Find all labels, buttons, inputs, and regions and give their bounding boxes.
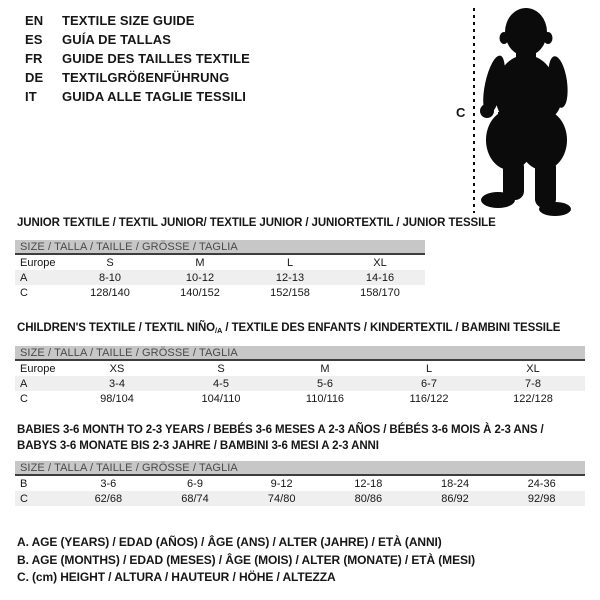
column-header: S bbox=[217, 362, 225, 375]
cell: 6-7 bbox=[421, 377, 437, 390]
cell: 18-24 bbox=[440, 477, 470, 490]
heading-text: CHILDREN'S TEXTILE / TEXTIL NIÑO bbox=[17, 322, 216, 334]
cell: 7-8 bbox=[525, 377, 541, 390]
table-row-age bbox=[15, 376, 585, 391]
language-row-en bbox=[25, 11, 250, 30]
cell: 74/80 bbox=[267, 492, 296, 505]
language-title: GUIDA ALLE TAGLIE TESSILI bbox=[62, 89, 247, 104]
cell: 10-12 bbox=[185, 271, 215, 284]
language-code: ES bbox=[25, 32, 43, 47]
cell: 14-16 bbox=[365, 271, 395, 284]
cell: 4-5 bbox=[213, 377, 229, 390]
row-label: C bbox=[20, 286, 28, 299]
language-code: EN bbox=[25, 13, 44, 28]
baby-body bbox=[479, 8, 571, 216]
cell: 6-9 bbox=[187, 477, 203, 490]
cell: 158/170 bbox=[360, 286, 400, 299]
language-title: TEXTILE SIZE GUIDE bbox=[62, 13, 195, 28]
cell: 24-36 bbox=[527, 477, 556, 490]
row-label: B bbox=[20, 477, 28, 490]
language-title: TEXTILGRÖßENFÜHRUNG bbox=[62, 70, 230, 85]
cell: 3-4 bbox=[109, 377, 125, 390]
junior-size-table bbox=[15, 240, 425, 300]
heading-subscript: /A bbox=[215, 325, 223, 335]
column-header: M bbox=[320, 362, 330, 375]
table-row-height bbox=[15, 391, 585, 406]
children-section-heading bbox=[17, 322, 560, 335]
baby-figure bbox=[450, 0, 600, 220]
language-row-es bbox=[25, 30, 250, 49]
cell: 12-18 bbox=[354, 477, 383, 490]
cell: 128/140 bbox=[90, 286, 130, 299]
junior-section-heading: JUNIOR TEXTILE / TEXTIL JUNIOR/ TEXTILE JUNIOR / JUNIORTEXTIL / JUNIOR TESSILE bbox=[17, 217, 496, 229]
table-row-height bbox=[15, 285, 425, 300]
language-code: FR bbox=[25, 51, 43, 66]
cell: 104/110 bbox=[201, 392, 241, 405]
cell: 86/92 bbox=[441, 492, 469, 505]
language-title: GUIDE DES TAILLES TEXTILE bbox=[62, 51, 250, 66]
table-header-row bbox=[15, 361, 585, 376]
babies-section-heading-line1: BABIES 3-6 MONTH TO 2-3 YEARS / BEBÉS 3-6 MESES A 2-3 AÑOS / BÉBÉS 3-6 MOIS À 2-3 ANS / bbox=[17, 424, 544, 436]
cell: 12-13 bbox=[275, 271, 305, 284]
language-title: GUÍA DE TALLAS bbox=[62, 32, 172, 47]
cell: 8-10 bbox=[98, 271, 122, 284]
language-code: IT bbox=[25, 89, 37, 104]
cell: 140/152 bbox=[180, 286, 220, 299]
heading-text: / TEXTILE DES ENFANTS / KINDERTEXTIL / BAMBINI TESSILE bbox=[222, 322, 561, 334]
children-size-table bbox=[15, 346, 585, 406]
babies-size-table bbox=[15, 461, 585, 506]
cell: 110/116 bbox=[305, 392, 345, 405]
cell: 9-12 bbox=[270, 477, 293, 490]
column-header: L bbox=[286, 256, 294, 269]
region-label: Europe bbox=[20, 362, 56, 375]
language-row-it bbox=[25, 87, 250, 106]
column-header: XS bbox=[109, 362, 125, 375]
cell: 122/128 bbox=[513, 392, 553, 405]
note-height-cm: C. (cm) HEIGHT / ALTURA / HAUTEUR / HÖHE / ALTEZZA bbox=[17, 570, 336, 584]
cell: 62/68 bbox=[94, 492, 123, 505]
region-label: Europe bbox=[20, 256, 56, 269]
column-header: M bbox=[195, 256, 205, 269]
size-bar: SIZE / TALLA / TAILLE / GRÖSSE / TAGLIA bbox=[15, 461, 585, 476]
row-label: A bbox=[20, 377, 28, 390]
language-list bbox=[25, 11, 250, 106]
table-row-age bbox=[15, 270, 425, 285]
height-measure-label: C bbox=[456, 105, 466, 120]
column-header: XL bbox=[526, 362, 540, 375]
table-row-height bbox=[15, 491, 585, 506]
note-age-years: A. AGE (YEARS) / EDAD (AÑOS) / ÂGE (ANS) / ALTER (JAHRE) / ETÀ (ANNI) bbox=[17, 535, 442, 549]
language-code: DE bbox=[25, 70, 44, 85]
language-row-fr bbox=[25, 49, 250, 68]
cell: 68/74 bbox=[181, 492, 209, 505]
cell: 98/104 bbox=[100, 392, 134, 405]
column-header: L bbox=[425, 362, 433, 375]
row-label: C bbox=[20, 392, 28, 405]
language-row-de bbox=[25, 68, 250, 87]
cell: 3-6 bbox=[100, 477, 117, 490]
cell: 5-6 bbox=[317, 377, 333, 390]
legend-notes bbox=[17, 534, 475, 587]
column-header: S bbox=[106, 256, 114, 269]
row-label: C bbox=[20, 492, 28, 505]
size-bar: SIZE / TALLA / TAILLE / GRÖSSE / TAGLIA bbox=[15, 240, 425, 255]
cell: 92/98 bbox=[527, 492, 556, 505]
cell: 152/158 bbox=[270, 286, 310, 299]
table-header-row bbox=[15, 255, 425, 270]
cell: 80/86 bbox=[354, 492, 383, 505]
column-header: XL bbox=[373, 256, 387, 269]
baby-silhouette-icon bbox=[450, 0, 600, 220]
table-row-months bbox=[15, 476, 585, 491]
babies-section-heading-line2: BABYS 3-6 MONATE BIS 2-3 JAHRE / BAMBINI 3-6 MESI A 2-3 ANNI bbox=[17, 440, 379, 452]
row-label: A bbox=[20, 271, 28, 284]
size-bar: SIZE / TALLA / TAILLE / GRÖSSE / TAGLIA bbox=[15, 346, 585, 361]
cell: 116/122 bbox=[409, 392, 449, 405]
note-age-months: B. AGE (MONTHS) / EDAD (MESES) / ÂGE (MOIS) / ALTER (MONATE) / ETÀ (MESI) bbox=[17, 552, 476, 567]
